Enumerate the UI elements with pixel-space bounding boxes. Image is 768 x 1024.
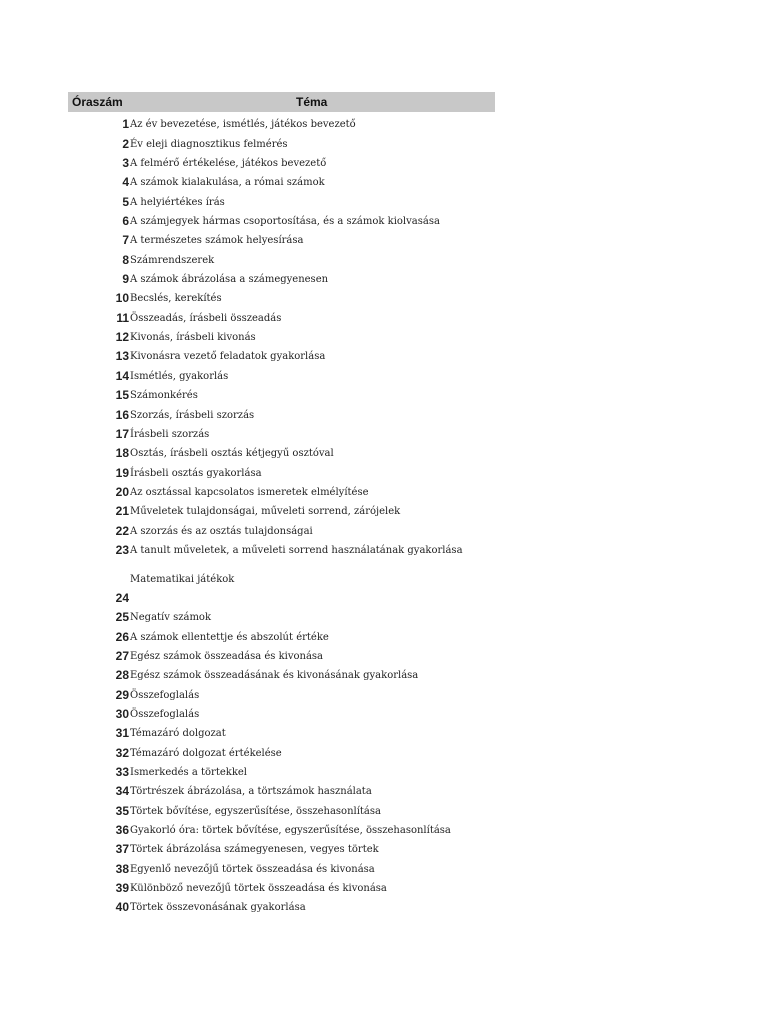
table-row <box>68 684 495 703</box>
table-row <box>68 462 495 481</box>
lesson-topic: Különböző nevezőjű törtek összeadása és kivonása <box>130 883 387 895</box>
table-row <box>68 762 495 781</box>
lesson-number: 33 <box>115 765 129 779</box>
lesson-number: 17 <box>115 426 129 441</box>
lesson-number: 37 <box>115 842 129 857</box>
lesson-number: 13 <box>115 349 129 364</box>
lesson-topic: A számjegyek hármas csoportosítása, és a számok kiolvasása <box>130 216 440 228</box>
lesson-topic: A tanult műveletek, a műveleti sorrend használatának gyakorlása <box>130 544 463 556</box>
table-row <box>68 346 495 365</box>
table-row <box>68 839 495 858</box>
table-row <box>68 897 495 916</box>
table-row <box>68 878 495 897</box>
lesson-topic: Egész számok összeadásának és kivonásának gyakorlása <box>130 670 419 682</box>
table-row <box>68 249 495 268</box>
lesson-topic: Az év bevezetése, ismétlés, játékos bevezető <box>130 119 356 131</box>
lesson-topic: A szorzás és az osztás tulajdonságai <box>130 525 313 537</box>
lesson-topic: Becslés, kerekítés <box>130 293 222 305</box>
table-row <box>68 191 495 210</box>
table-row <box>68 404 495 423</box>
lesson-number: 4 <box>122 175 129 190</box>
lesson-number: 34 <box>115 784 129 799</box>
lesson-topic: Számonkérés <box>130 390 198 402</box>
lesson-topic: A természetes számok helyesírása <box>130 235 304 247</box>
lesson-number: 23 <box>115 542 129 557</box>
table-row <box>68 858 495 877</box>
lesson-number: 27 <box>115 648 129 663</box>
table-row <box>68 288 495 307</box>
table-row <box>68 820 495 839</box>
lesson-topic: Matematikai játékok <box>130 573 235 585</box>
lesson-topic: A helyiértékes írás <box>130 196 225 208</box>
lesson-number: 29 <box>115 687 129 702</box>
table-row <box>68 114 495 133</box>
lesson-number: 28 <box>115 668 129 683</box>
lesson-topic: A számok kialakulása, a római számok <box>130 177 325 189</box>
table-row <box>68 269 495 288</box>
table-row <box>68 133 495 152</box>
lesson-plan-table <box>68 92 495 916</box>
lesson-topic: Gyakorló óra: törtek bővítése, egyszerűsítése, összehasonlítása <box>130 825 451 837</box>
lesson-number: 12 <box>115 330 129 345</box>
lesson-topic: Törtrészek ábrázolása, a törtszámok használata <box>130 786 372 798</box>
lesson-number: 2 <box>122 136 129 151</box>
table-row <box>68 424 495 443</box>
lesson-topic: Témazáró dolgozat értékelése <box>130 747 282 759</box>
lesson-number: 16 <box>115 407 129 422</box>
lesson-number: 18 <box>115 446 129 461</box>
lesson-number: 36 <box>115 823 129 838</box>
header-lesson-number: Óraszám <box>72 95 123 109</box>
lesson-topic: Összefoglalás <box>130 708 200 720</box>
lesson-number: 25 <box>115 610 129 625</box>
lesson-topic: Osztás, írásbeli osztás kétjegyű osztóval <box>130 448 334 460</box>
table-row <box>68 230 495 249</box>
table-header <box>68 92 495 112</box>
lesson-number: 20 <box>115 484 129 499</box>
table-row <box>68 482 495 501</box>
lesson-number: 6 <box>122 214 129 229</box>
table-body <box>68 114 495 916</box>
table-row <box>68 520 495 539</box>
table-row <box>68 443 495 462</box>
lesson-topic: Negatív számok <box>130 612 212 624</box>
table-row <box>68 501 495 520</box>
header-topic: Téma <box>296 95 328 109</box>
table-row <box>68 723 495 742</box>
lesson-topic: Az osztással kapcsolatos ismeretek elmélyítése <box>130 486 369 498</box>
table-row <box>68 540 495 559</box>
lesson-number: 30 <box>115 706 129 721</box>
table-row <box>68 172 495 191</box>
lesson-topic: A számok ellentettje és abszolút értéke <box>130 631 329 643</box>
lesson-topic: Témazáró dolgozat <box>130 728 226 740</box>
lesson-number: 22 <box>115 523 129 538</box>
lesson-topic: Törtek bővítése, egyszerűsítése, összehasonlítása <box>130 805 381 817</box>
lesson-number: 35 <box>115 803 129 818</box>
lesson-topic: Egyenlő nevezőjű törtek összeadása és kivonása <box>130 863 375 875</box>
lesson-number: 9 <box>122 272 129 287</box>
table-row <box>68 800 495 819</box>
lesson-number: 26 <box>115 629 129 644</box>
table-row <box>68 665 495 684</box>
lesson-number: 19 <box>115 465 129 480</box>
lesson-number: 14 <box>115 368 129 383</box>
lesson-topic: Ismétlés, gyakorlás <box>130 370 229 382</box>
lesson-number: 32 <box>115 745 129 760</box>
lesson-number: 1 <box>122 117 129 132</box>
table-row <box>68 742 495 761</box>
lesson-number: 3 <box>122 156 129 171</box>
lesson-topic: Írásbeli szorzás <box>130 428 210 440</box>
lesson-number: 38 <box>115 861 129 876</box>
table-row <box>68 626 495 645</box>
lesson-topic: Törtek összevonásának gyakorlása <box>130 902 306 914</box>
lesson-topic: A felmérő értékelése, játékos bevezető <box>130 158 327 170</box>
lesson-topic: Írásbeli osztás gyakorlása <box>130 467 262 479</box>
lesson-number: 8 <box>122 252 129 267</box>
table-row <box>68 307 495 326</box>
lesson-number: 11 <box>116 310 129 325</box>
table-row <box>68 646 495 665</box>
table-row <box>68 153 495 172</box>
lesson-topic: Kivonás, írásbeli kivonás <box>130 332 256 344</box>
table-row <box>68 385 495 404</box>
lesson-number: 5 <box>122 194 129 209</box>
lesson-topic: A számok ábrázolása a számegyenesen <box>130 274 329 286</box>
lesson-number: 7 <box>122 233 129 248</box>
lesson-topic: Számrendszerek <box>130 254 215 266</box>
lesson-topic: Összeadás, írásbeli összeadás <box>130 312 282 324</box>
lesson-number: 24 <box>115 590 129 605</box>
lesson-topic: Egész számok összeadása és kivonása <box>130 650 324 662</box>
lesson-topic: Összefoglalás <box>130 689 200 701</box>
lesson-topic: Kivonásra vezető feladatok gyakorlása <box>130 351 326 363</box>
lesson-topic: Ismerkedés a törtekkel <box>130 767 248 778</box>
table-row <box>68 327 495 346</box>
table-row <box>68 559 495 607</box>
table-row <box>68 704 495 723</box>
lesson-topic: Szorzás, írásbeli szorzás <box>130 409 255 421</box>
lesson-number: 15 <box>115 388 129 403</box>
lesson-topic: Törtek ábrázolása számegyenesen, vegyes törtek <box>130 844 379 856</box>
table-row <box>68 365 495 384</box>
lesson-topic: Műveletek tulajdonságai, műveleti sorrend, zárójelek <box>130 506 401 518</box>
table-row <box>68 607 495 626</box>
lesson-number: 31 <box>115 726 129 741</box>
lesson-number: 10 <box>115 291 129 306</box>
lesson-number: 21 <box>115 504 129 519</box>
lesson-number: 39 <box>115 881 129 896</box>
lesson-number: 40 <box>115 900 129 915</box>
lesson-topic: Év eleji diagnosztikus felmérés <box>130 138 288 150</box>
table-row <box>68 211 495 230</box>
table-row <box>68 781 495 800</box>
